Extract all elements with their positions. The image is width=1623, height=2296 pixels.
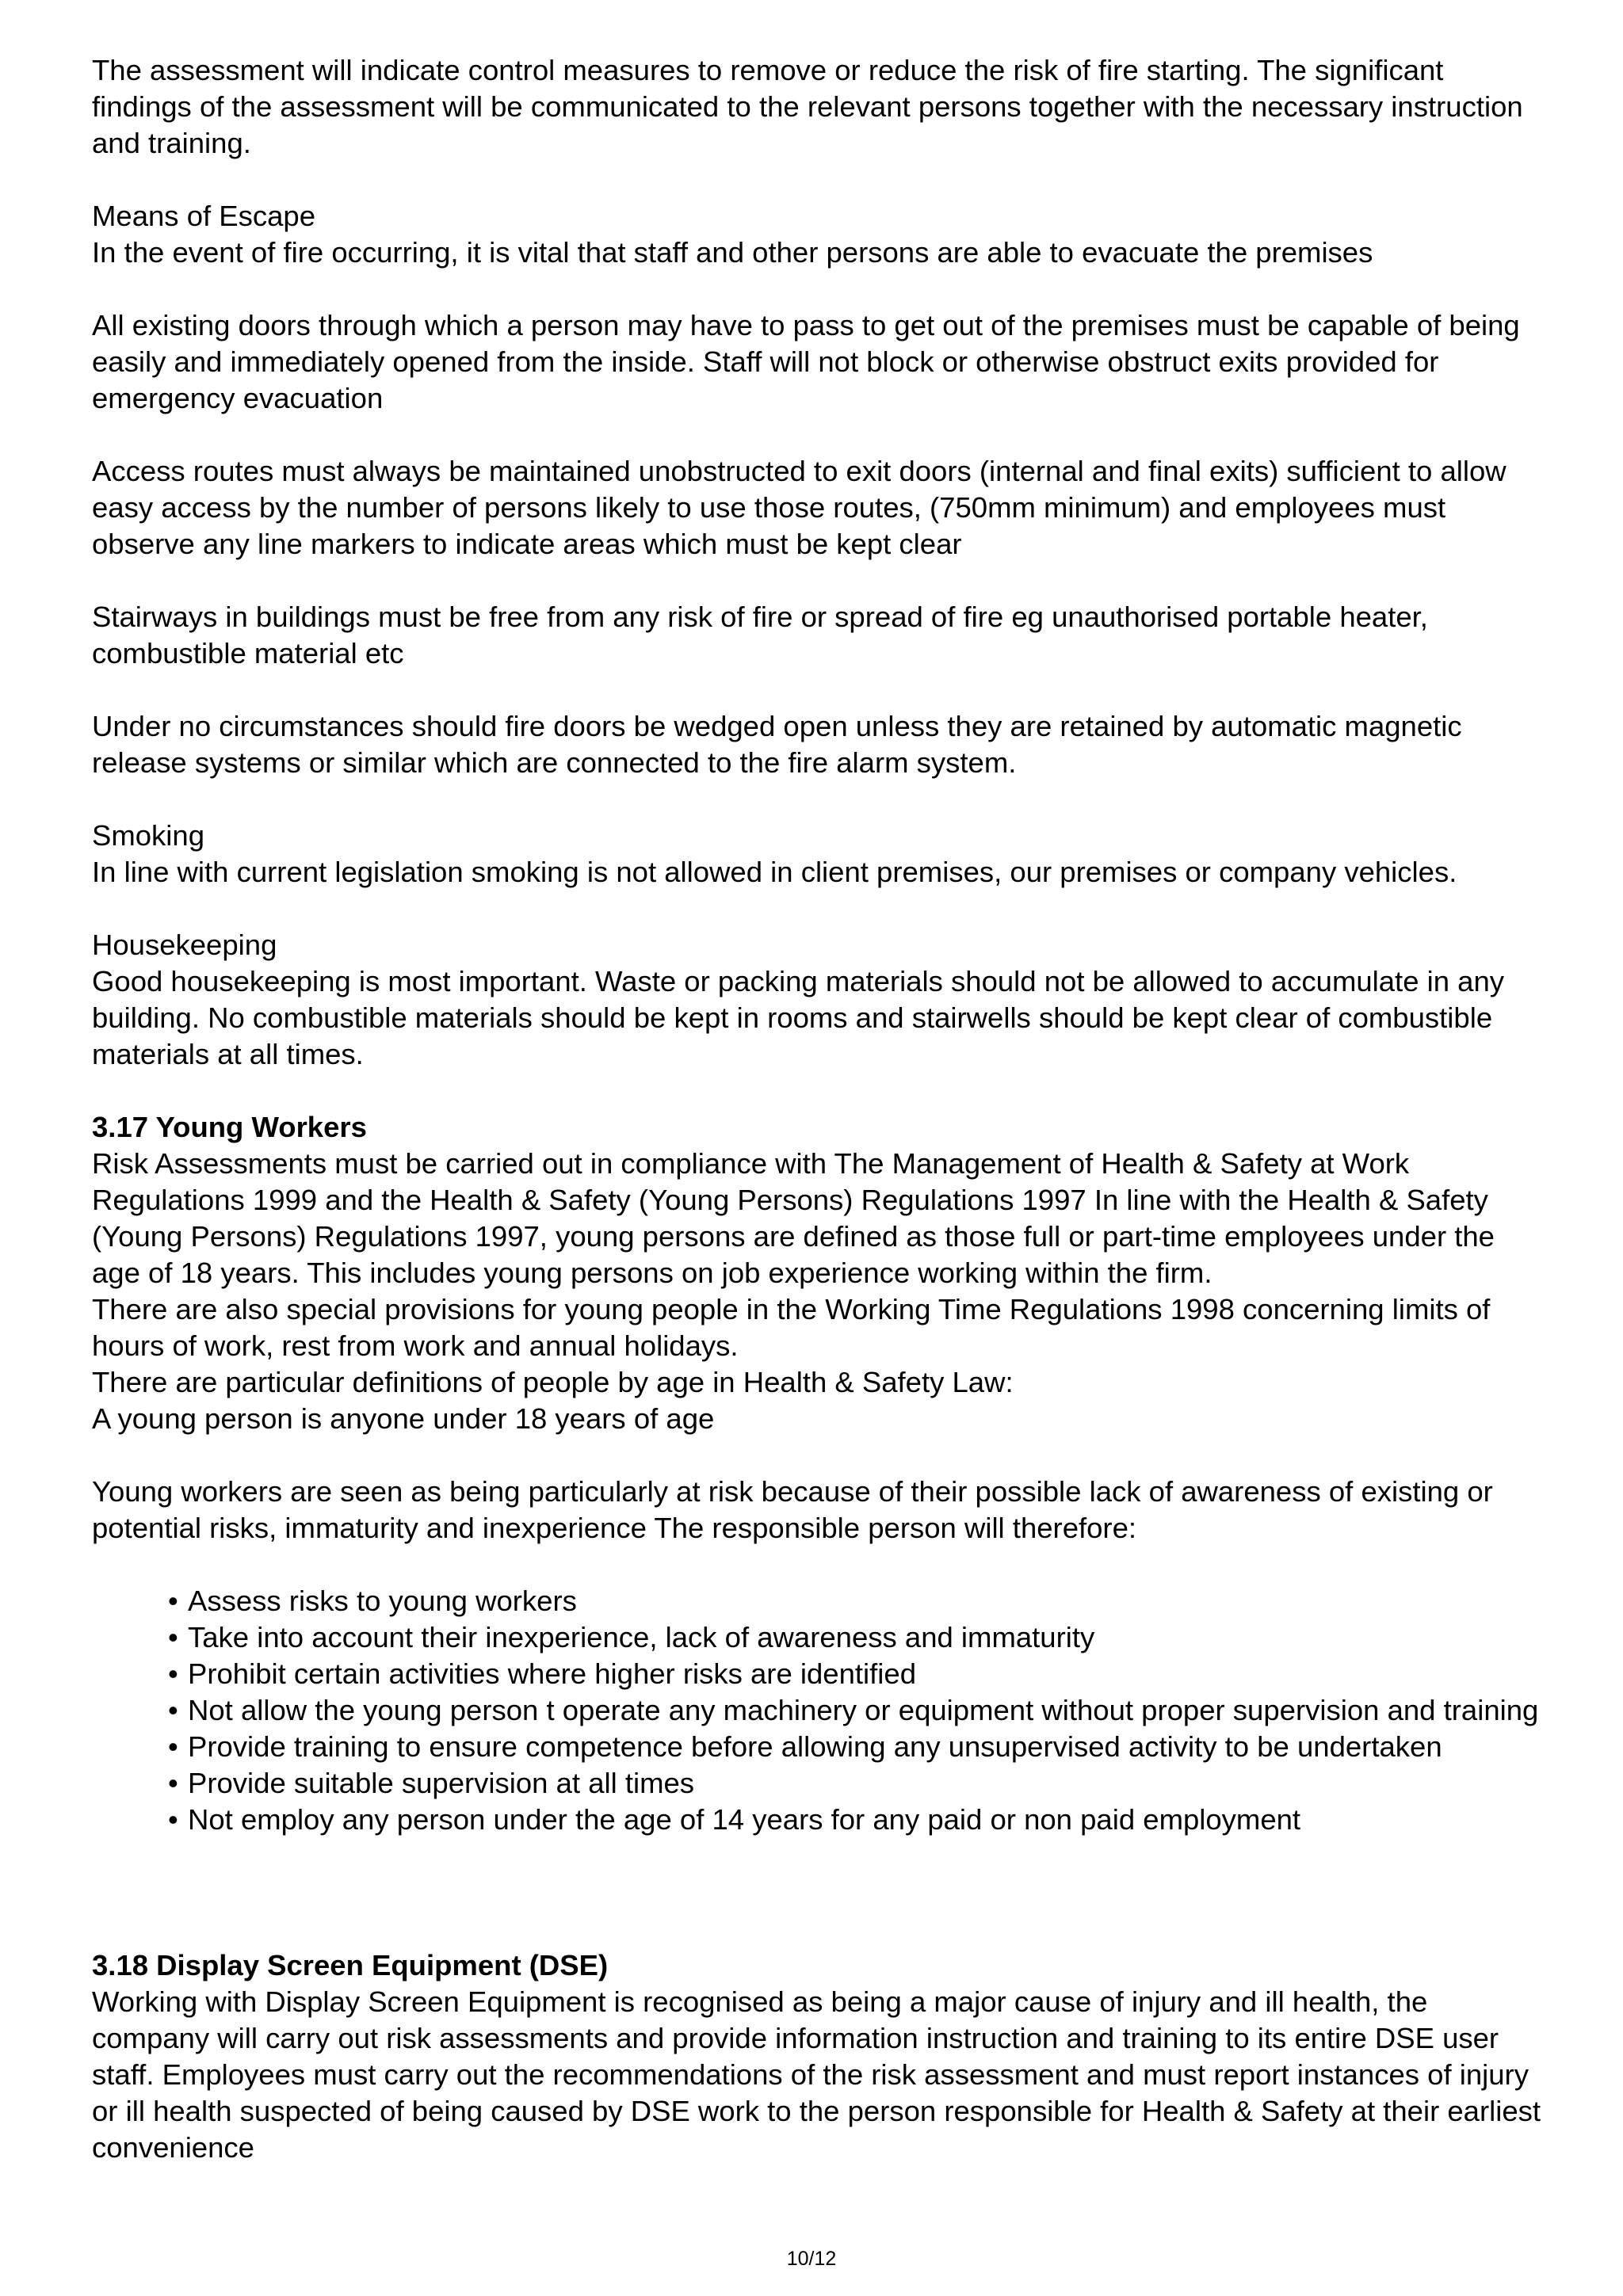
intro-paragraph: The assessment will indicate control measures to remove or reduce the risk of fire starting. The significant findings of the assessment will be communicated to the relevant persons together with the necessary instruction and training. [92,54,1523,159]
dse-heading: 3.18 Display Screen Equipment (DSE) [92,1949,609,1981]
housekeeping-title: Housekeeping [92,929,277,961]
list-item: • Not employ any person under the age of 14 years for any paid or non paid employment [168,1802,1550,1838]
young-workers-line: There are particular definitions of people by age in Health & Safety Law: [92,1366,1014,1398]
means-of-escape-title: Means of Escape [92,200,316,232]
list-item: • Assess risks to young workers [168,1583,1550,1619]
young-workers-section [92,1109,1550,1437]
dse-text: Working with Display Screen Equipment is recognised as being a major cause of injury and ill health, the company will carry out risk assessments and provide information instruction and training to its entire DSE user staff. Employees must carry out the recommendations of the risk assessment and must report instances of injury or ill health suspected of being caused by DSE work to the person responsible for Health & Safety at their earliest convenience [92,1985,1541,2164]
housekeeping-text: Good housekeeping is most important. Waste or packing materials should not be allowed to accumulate in any building. No combustible materials should be kept in rooms and stairwells should be kept clear of combustible materials at all times. [92,965,1505,1070]
young-workers-line: Risk Assessments must be carried out in compliance with The Management of Health & Safety at Work Regulations 1999 and the Health & Safety (Young Persons) Regulations 1997 In line with the Health & Safety (Young Persons) Regulations 1997, young persons are defined as those full or part-time employees under the age of 18 years. This includes young persons on job experience working within the firm. [92,1147,1495,1289]
access-routes-paragraph: Access routes must always be maintained unobstructed to exit doors (internal and final exits) sufficient to allow easy access by the number of persons likely to use those routes, (750mm minimum) and employees must observe any line markers to indicate areas which must be kept clear [92,455,1507,560]
fire-doors-paragraph: Under no circumstances should fire doors be wedged open unless they are retained by automatic magnetic release systems or similar which are connected to the fire alarm system. [92,710,1462,779]
means-of-escape-section [92,198,1550,271]
exit-doors-paragraph: All existing doors through which a person may have to pass to get out of the premises must be capable of being easily and immediately opened from the inside. Staff will not block or otherwise obstruct exits provided for emergency evacuation [92,309,1520,414]
means-of-escape-text: In the event of fire occurring, it is vital that staff and other persons are able to evacuate the premises [92,236,1373,269]
housekeeping-section [92,927,1550,1073]
page-number: 10/12 [786,2248,837,2270]
young-workers-line: A young person is anyone under 18 years of age [92,1402,715,1435]
dse-section [92,1947,1550,2166]
list-item: • Provide suitable supervision at all times [168,1765,1550,1802]
list-item: • Provide training to ensure competence before allowing any unsupervised activity to be undertaken [168,1729,1550,1765]
list-item: • Prohibit certain activities where higher risks are identified [168,1656,1550,1692]
young-workers-line: There are also special provisions for young people in the Working Time Regulations 1998 concerning limits of hours of work, rest from work and annual holidays. [92,1293,1491,1362]
document-page [92,52,1550,2166]
smoking-title: Smoking [92,819,205,852]
list-item: • Not allow the young person t operate any machinery or equipment without proper supervision and training [168,1692,1550,1729]
young-workers-bullet-list [92,1583,1550,1838]
section-spacer [92,1875,1550,1947]
smoking-section [92,818,1550,891]
smoking-text: In line with current legislation smoking is not allowed in client premises, our premises or company vehicles. [92,856,1457,888]
list-item: • Take into account their inexperience, lack of awareness and immaturity [168,1619,1550,1656]
young-workers-risk-paragraph: Young workers are seen as being particularly at risk because of their possible lack of awareness of existing or potential risks, immaturity and inexperience The responsible person will therefore: [92,1475,1493,1544]
young-workers-heading: 3.17 Young Workers [92,1111,367,1143]
stairways-paragraph: Stairways in buildings must be free from any risk of fire or spread of fire eg unauthorised portable heater, combustible material etc [92,601,1428,669]
